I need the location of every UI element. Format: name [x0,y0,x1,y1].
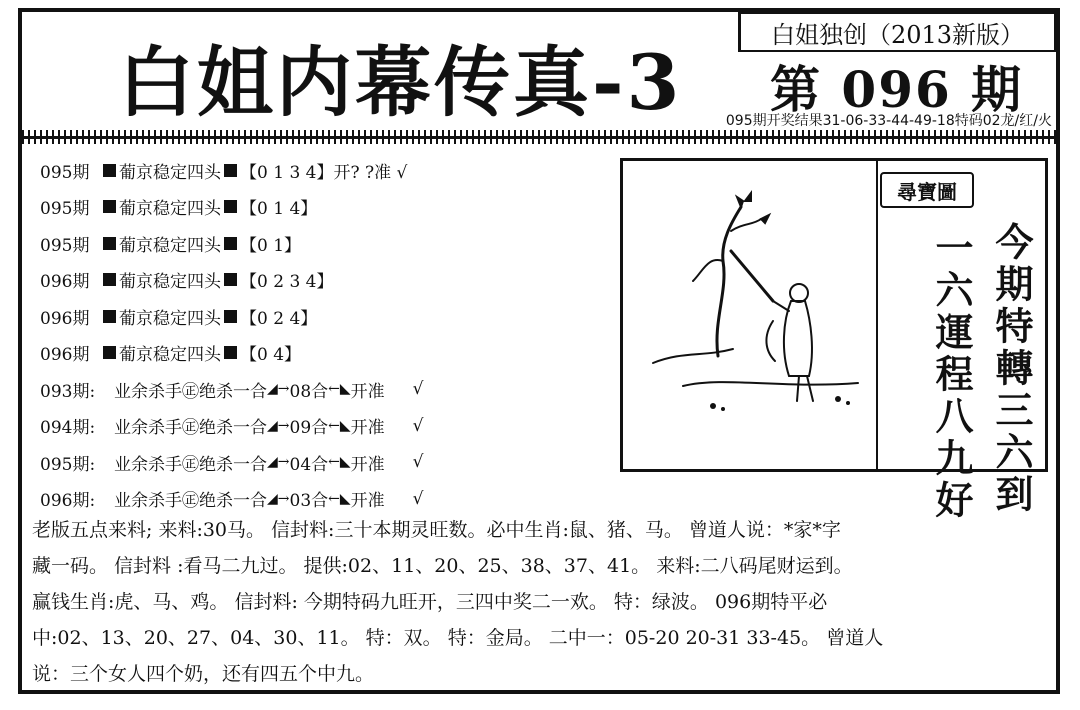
item-status: 开准 [350,418,385,439]
check-icon: √ [412,415,424,436]
square-icon [103,273,116,286]
period-label: 095期: [40,454,96,475]
square-icon [224,273,237,286]
item-name: 葡京稳定四头 [119,162,221,183]
item-numbers: 【0 4】 [240,345,302,366]
item-text: 业余杀手㊣绝杀一合 [114,491,267,512]
item-numbers: 【0 1】 [240,235,302,256]
list-item [40,189,610,226]
period-label: 095期 [40,235,90,256]
staff-line [731,251,773,301]
item-status: 开准 [350,491,385,512]
item-number: 09合 [289,418,329,439]
tree-branch [693,260,723,281]
info-line: 中:02、13、20、27、04、30、11。 特：双。 特：金局。 二中一：05-20 20-31 33-45。 曾道人 [32,627,884,649]
period-label: 094期: [40,418,96,439]
square-icon [103,164,116,177]
chain-divider [22,130,1056,144]
arrow-left-icon: ◢→ [267,417,290,434]
prediction-list [40,152,610,517]
item-text: 业余杀手㊣绝杀一合 [114,454,267,475]
period-label: 096期 [40,345,90,366]
arrow-left-icon: ◢→ [267,454,290,471]
list-item [40,444,610,481]
item-status: 开准 [350,454,385,475]
list-item [40,335,610,372]
item-name: 葡京稳定四头 [119,199,221,220]
box-divider [876,158,878,472]
info-line: 说：三个女人四个奶，还有四五个中九。 [32,663,375,685]
item-name: 葡京稳定四头 [119,345,221,366]
check-icon: √ [412,379,424,400]
period-label: 096期: [40,491,96,512]
square-icon [224,346,237,359]
item-numbers: 【0 2 3 4】 [240,272,334,293]
sage-illustration [623,161,879,461]
item-number: 04合 [289,454,329,475]
period-label: 093期: [40,381,96,402]
check-icon: √ [412,488,424,509]
square-icon [224,310,237,323]
item-numbers: 【0 1 3 4】 [240,162,334,183]
arrow-right-icon: ←◣ [328,417,351,434]
treasure-label: 尋寶圖 [880,172,974,208]
arrow-right-icon: ←◣ [328,490,351,507]
list-item [40,225,610,262]
square-icon [224,164,237,177]
item-status: 开? ?准 √ [333,162,408,183]
tree-trunk [717,207,741,356]
ground-line-2 [683,382,858,386]
period-label: 096期 [40,308,90,329]
square-icon [103,237,116,250]
item-name: 葡京稳定四头 [119,272,221,293]
list-item [40,371,610,408]
period-label: 095期 [40,199,90,220]
figure-head [790,284,808,302]
square-icon [103,310,116,323]
list-item [40,408,610,445]
arrow-right-icon: ←◣ [328,381,351,398]
info-line: 老版五点来料; 来料:30马。 信封料:三十本期灵旺数。必中生肖:鼠、猪、马。 曾道人说：*家*字 [32,519,841,541]
item-numbers: 【0 2 4】 [240,308,318,329]
robe-sleeve [766,321,775,361]
ground-line [653,349,733,363]
square-icon [103,200,116,213]
square-icon [103,346,116,359]
last-result: 095期开奖结果31-06-33-44-49-18特码02龙/红/火 [725,113,1052,129]
square-icon [224,200,237,213]
stones [710,396,850,411]
brand-label: 白姐独创（2013新版） [738,12,1056,52]
item-name: 葡京稳定四头 [119,308,221,329]
item-numbers: 【0 1 4】 [240,199,318,220]
arrow-left-icon: ◢→ [267,490,290,507]
item-text: 业余杀手㊣绝杀一合 [114,381,267,402]
figure-robe [784,301,812,376]
info-line: 藏一码。 信封料 :看马二九过。 提供:02、11、20、25、38、37、41。 来料:二八码尾财运到。 [32,555,853,577]
issue-number: 第 096 期 [770,60,1024,119]
treasure-verse-1: 今期特轉三六到 [989,222,1034,516]
item-number: 03合 [289,491,329,512]
page-title: 白姐内幕传真-3 [118,38,683,127]
item-status: 开准 [350,381,385,402]
list-item [40,298,610,335]
list-item [40,262,610,299]
figure-arm [773,301,789,311]
treasure-verse-2: 一六運程八九好 [929,228,974,522]
period-label: 095期 [40,162,90,183]
list-item [40,152,610,189]
check-icon: √ [412,452,424,473]
tree-branch-2 [731,219,761,231]
arrow-left-icon: ◢→ [267,381,290,398]
item-text: 业余杀手㊣绝杀一合 [114,418,267,439]
arrow-right-icon: ←◣ [328,454,351,471]
item-number: 08合 [289,381,329,402]
item-name: 葡京稳定四头 [119,235,221,256]
info-paragraph [32,512,1044,692]
figure-legs [797,376,813,401]
square-icon [224,237,237,250]
info-line: 赢钱生肖:虎、马、鸡。 信封料: 今期特码九旺开，三四中奖二一欢。 特：绿波。 096期特平必 [32,591,828,613]
period-label: 096期 [40,272,90,293]
